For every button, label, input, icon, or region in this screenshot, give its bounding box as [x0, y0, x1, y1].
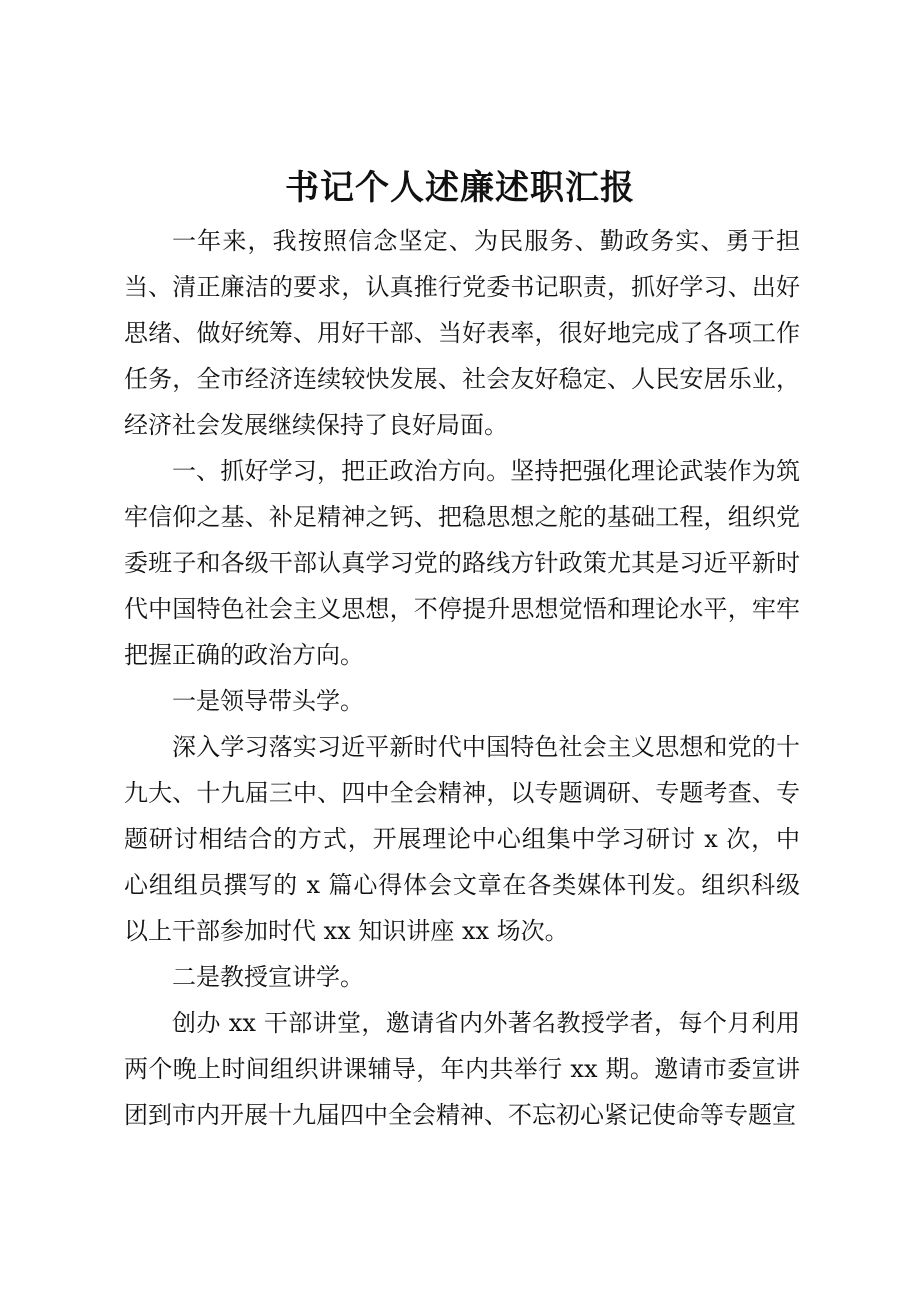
paragraph-lecture-study: 创办 xx 干部讲堂，邀请省内外著名教授学者，每个月利用两个晚上时间组织讲课辅导，年内共举行 xx 期。邀请市委宣讲团到市内开展十九届四中全会精神、不忘初心紧记使命等专题宣	[124, 1009, 800, 1129]
paragraph-section-one: 一、抓好学习，把正政治方向。坚持把强化理论武装作为筑牢信仰之基、补足精神之钙、把稳思想之舵的基础工程，组织党委班子和各级干部认真学习党的路线方针政策尤其是习近平新时代中国特色社会主义思想，不停提升思想觉悟和理论水平，牢牢把握正确的政治方向。	[124, 457, 800, 669]
paragraph-subheading-one: 一是领导带头学。	[172, 687, 364, 715]
paragraph-intro: 一年来，我按照信念坚定、为民服务、勤政务实、勇于担当、清正廉洁的要求，认真推行党委书记职责，抓好学习、出好思绪、做好统筹、用好干部、当好表率，很好地完成了各项工作任务，全市经济连续较快发展、社会友好稳定、人民安居乐业，经济社会发展继续保持了良好局面。	[124, 227, 800, 439]
document-body	[124, 218, 800, 1138]
paragraph-subheading-two: 二是教授宣讲学。	[172, 963, 364, 991]
paragraph-leaders-study: 深入学习落实习近平新时代中国特色社会主义思想和党的十九大、十九届三中、四中全会精神，以专题调研、专题考查、专题研讨相结合的方式，开展理论中心组集中学习研讨 x 次，中心组组员撰写的 x 篇心得体会文章在各类媒体刊发。组织科级以上干部参加时代 xx 知识讲座 xx 场次。	[124, 733, 800, 945]
document-title: 书记个人述廉述职汇报	[285, 168, 635, 208]
